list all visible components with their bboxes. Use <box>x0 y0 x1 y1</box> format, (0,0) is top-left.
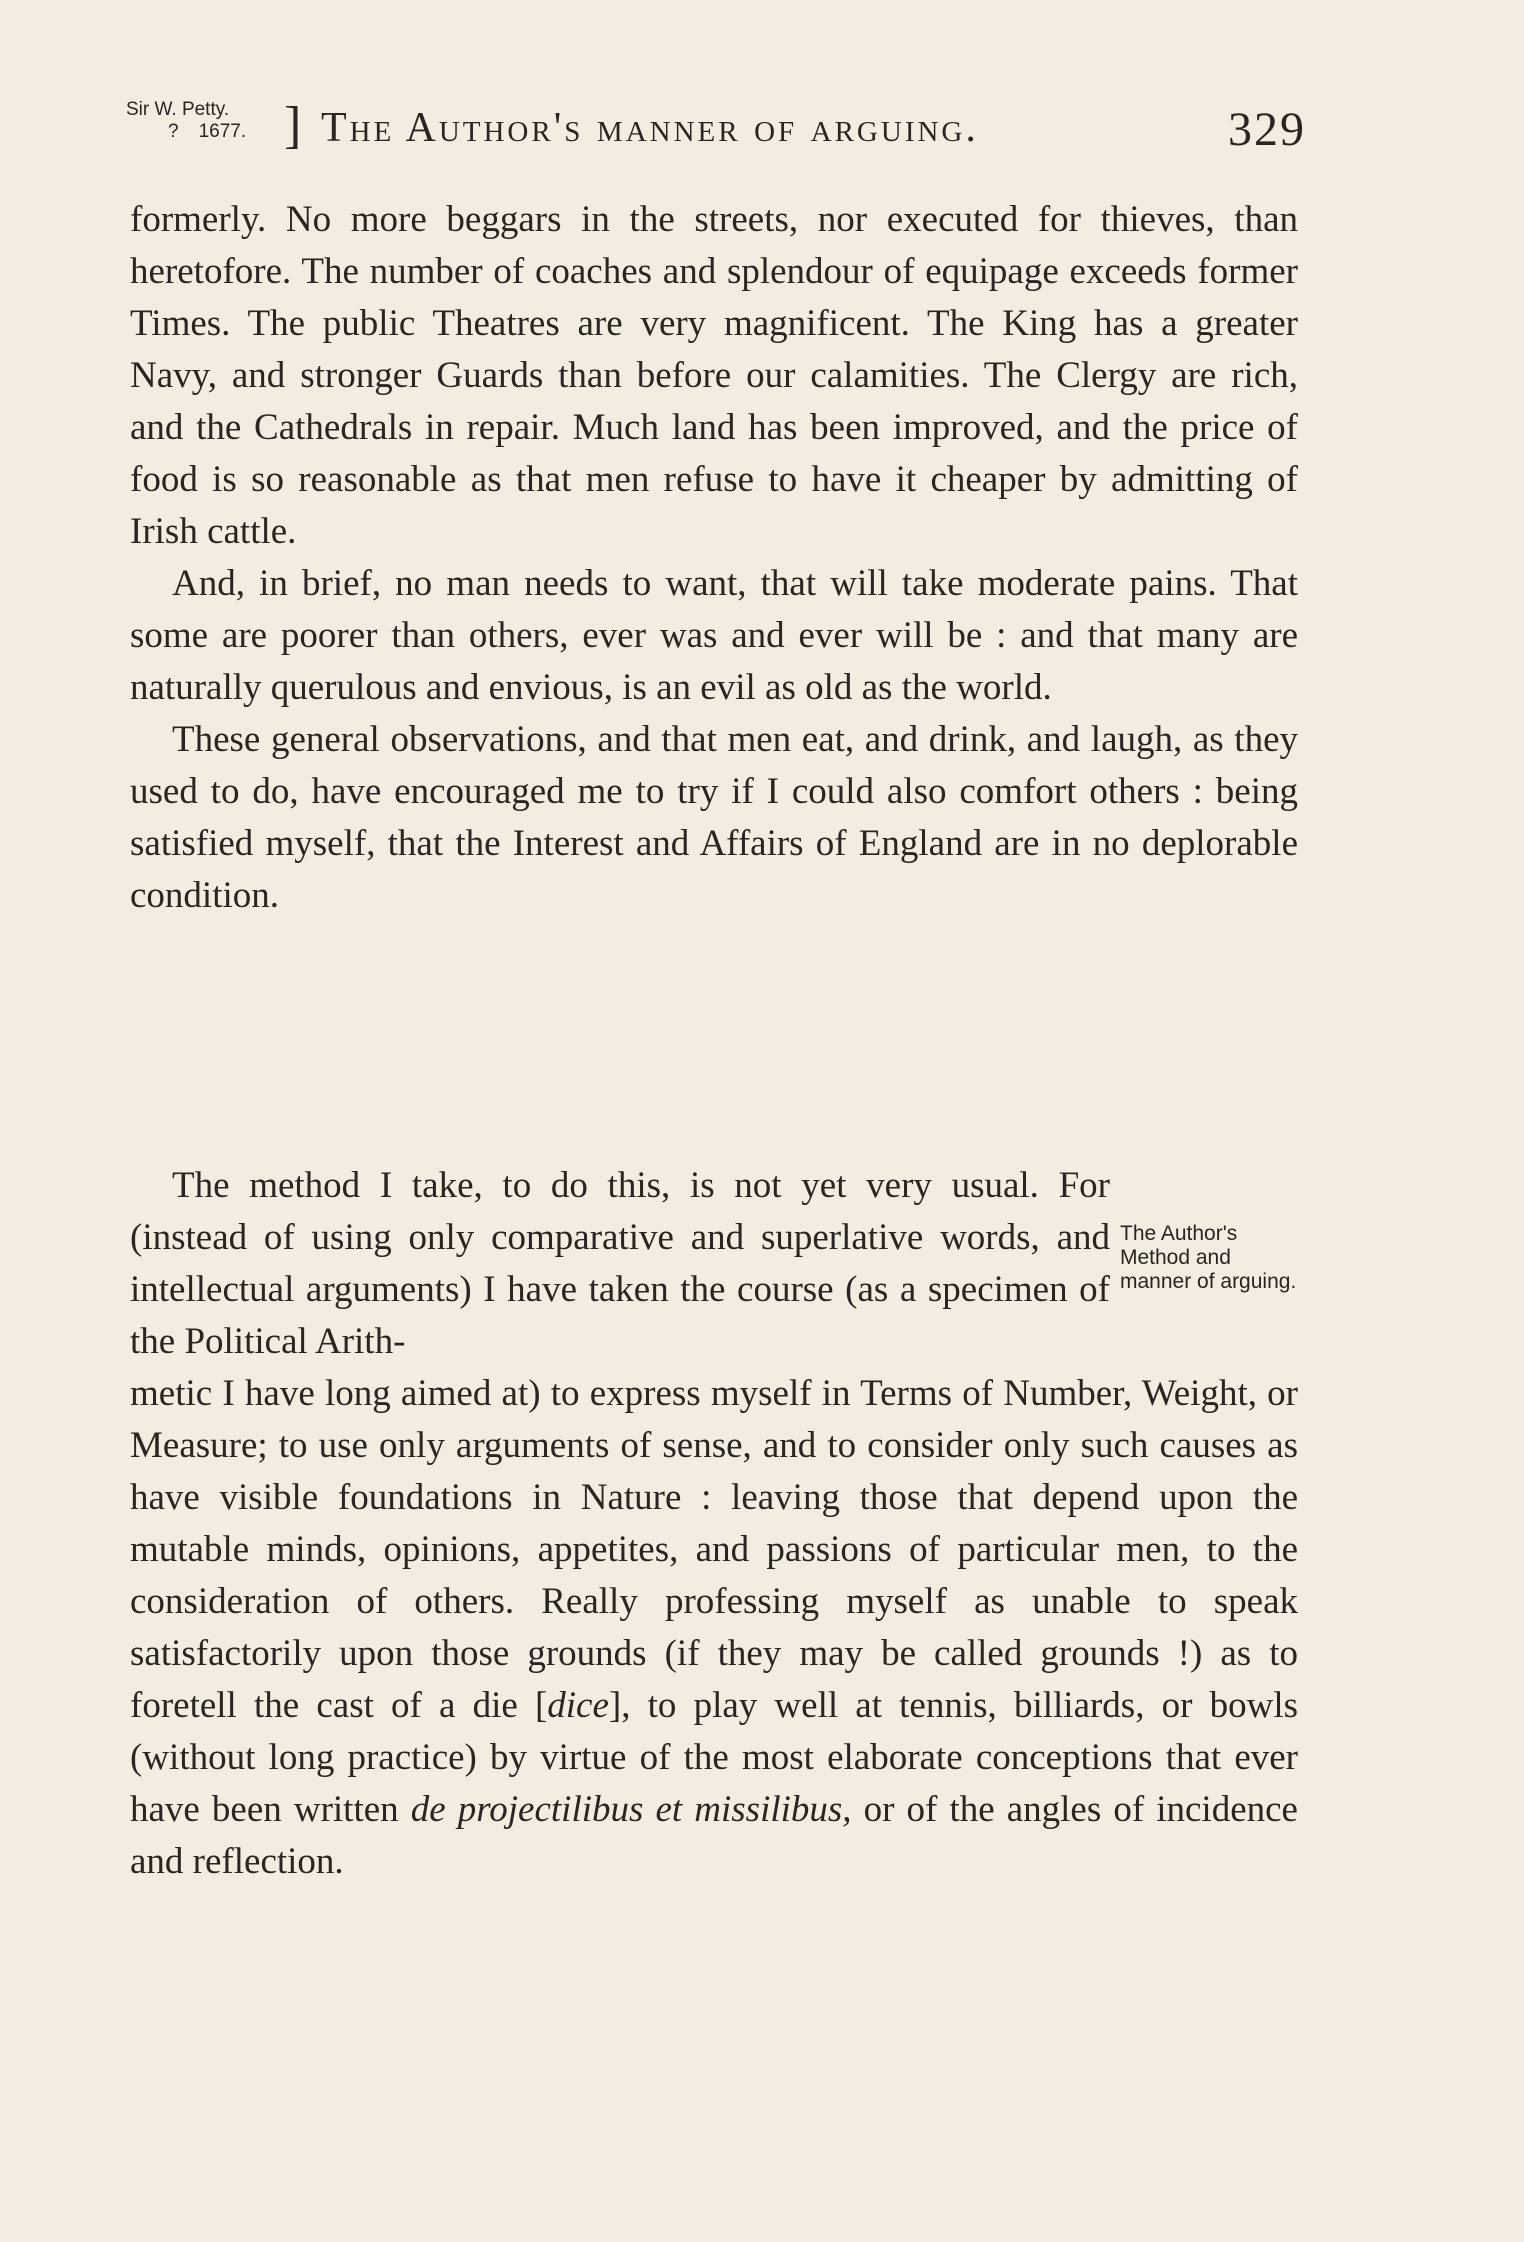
side-ref-author: Sir W. Petty. <box>126 99 230 120</box>
margin-note: The Author's Method and manner of arguing. <box>1120 1222 1297 1293</box>
method-paragraph-continuation <box>130 1368 1298 1888</box>
side-ref-date <box>168 122 246 142</box>
paragraph-3: These general observations, and that men eat, and drink, and laugh, as they used to do, have encouraged me to try if I could also comfort others : being satisfied myself, that the Interest and Affairs of England are in no deplorable condition. <box>130 719 1298 916</box>
side-ref-question: ? <box>168 121 179 142</box>
paragraph-2: And, in brief, no man needs to want, that will take moderate pains. That some are poorer than others, ever was and ever will be : and that many are naturally querulous and envious, is an evil as old as the world. <box>130 563 1298 708</box>
method-paragraph-opening <box>130 1160 1110 1368</box>
page-number: 329 <box>1228 103 1306 156</box>
method-text-a: metic I have long aimed at) to express myself in Terms of Number, Weight, or Measure; to use only arguments of sense, and to consider only such causes as have visible foundations in Nature : leaving those that depend upon the mutable minds, opinions, appetites, and passions of particular men, to the consideration of others. Really professing myself as unable to speak satisfactorily upon those grounds (if they may be called grounds !) as to foretell the cast of a die [ <box>130 1373 1298 1726</box>
body-text-top <box>130 194 1298 922</box>
dice-italic: dice <box>547 1685 609 1726</box>
method-text-b: ], to play well at tennis, billiards, or bowls (without long practice) by virtue of the most elaborate conceptions that ever have been written <box>130 1685 1298 1830</box>
running-header <box>126 94 1306 164</box>
paragraph-1: formerly. No more beggars in the streets, nor executed for thieves, than heretofore. The number of coaches and splendour of equipage exceeds former Times. The public Theatres are very magnificent. The King has a greater Navy, and stronger Guards than before our calamities. The Clergy are rich, and the Cathedrals in repair. Much land has been improved, and the price of food is so reasonable as that men refuse to have it cheaper by admitting of Irish cattle. <box>130 199 1298 552</box>
method-paragraph-part1: The method I take, to do this, is not yet very usual. For (instead of using only comparative and superlative words, and intellectual arguments) I have taken the course (as a specimen of the Political Arith- <box>130 1165 1110 1362</box>
running-title: The Author's manner of arguing. <box>321 105 979 151</box>
method-text-c: or of the angles of incidence and reflection. <box>130 1789 1298 1882</box>
latin-phrase: de projectilibus et missilibus, <box>410 1789 852 1830</box>
header-bracket: ] <box>284 97 302 154</box>
side-ref-year: 1677. <box>198 121 247 142</box>
side-reference <box>126 100 286 156</box>
